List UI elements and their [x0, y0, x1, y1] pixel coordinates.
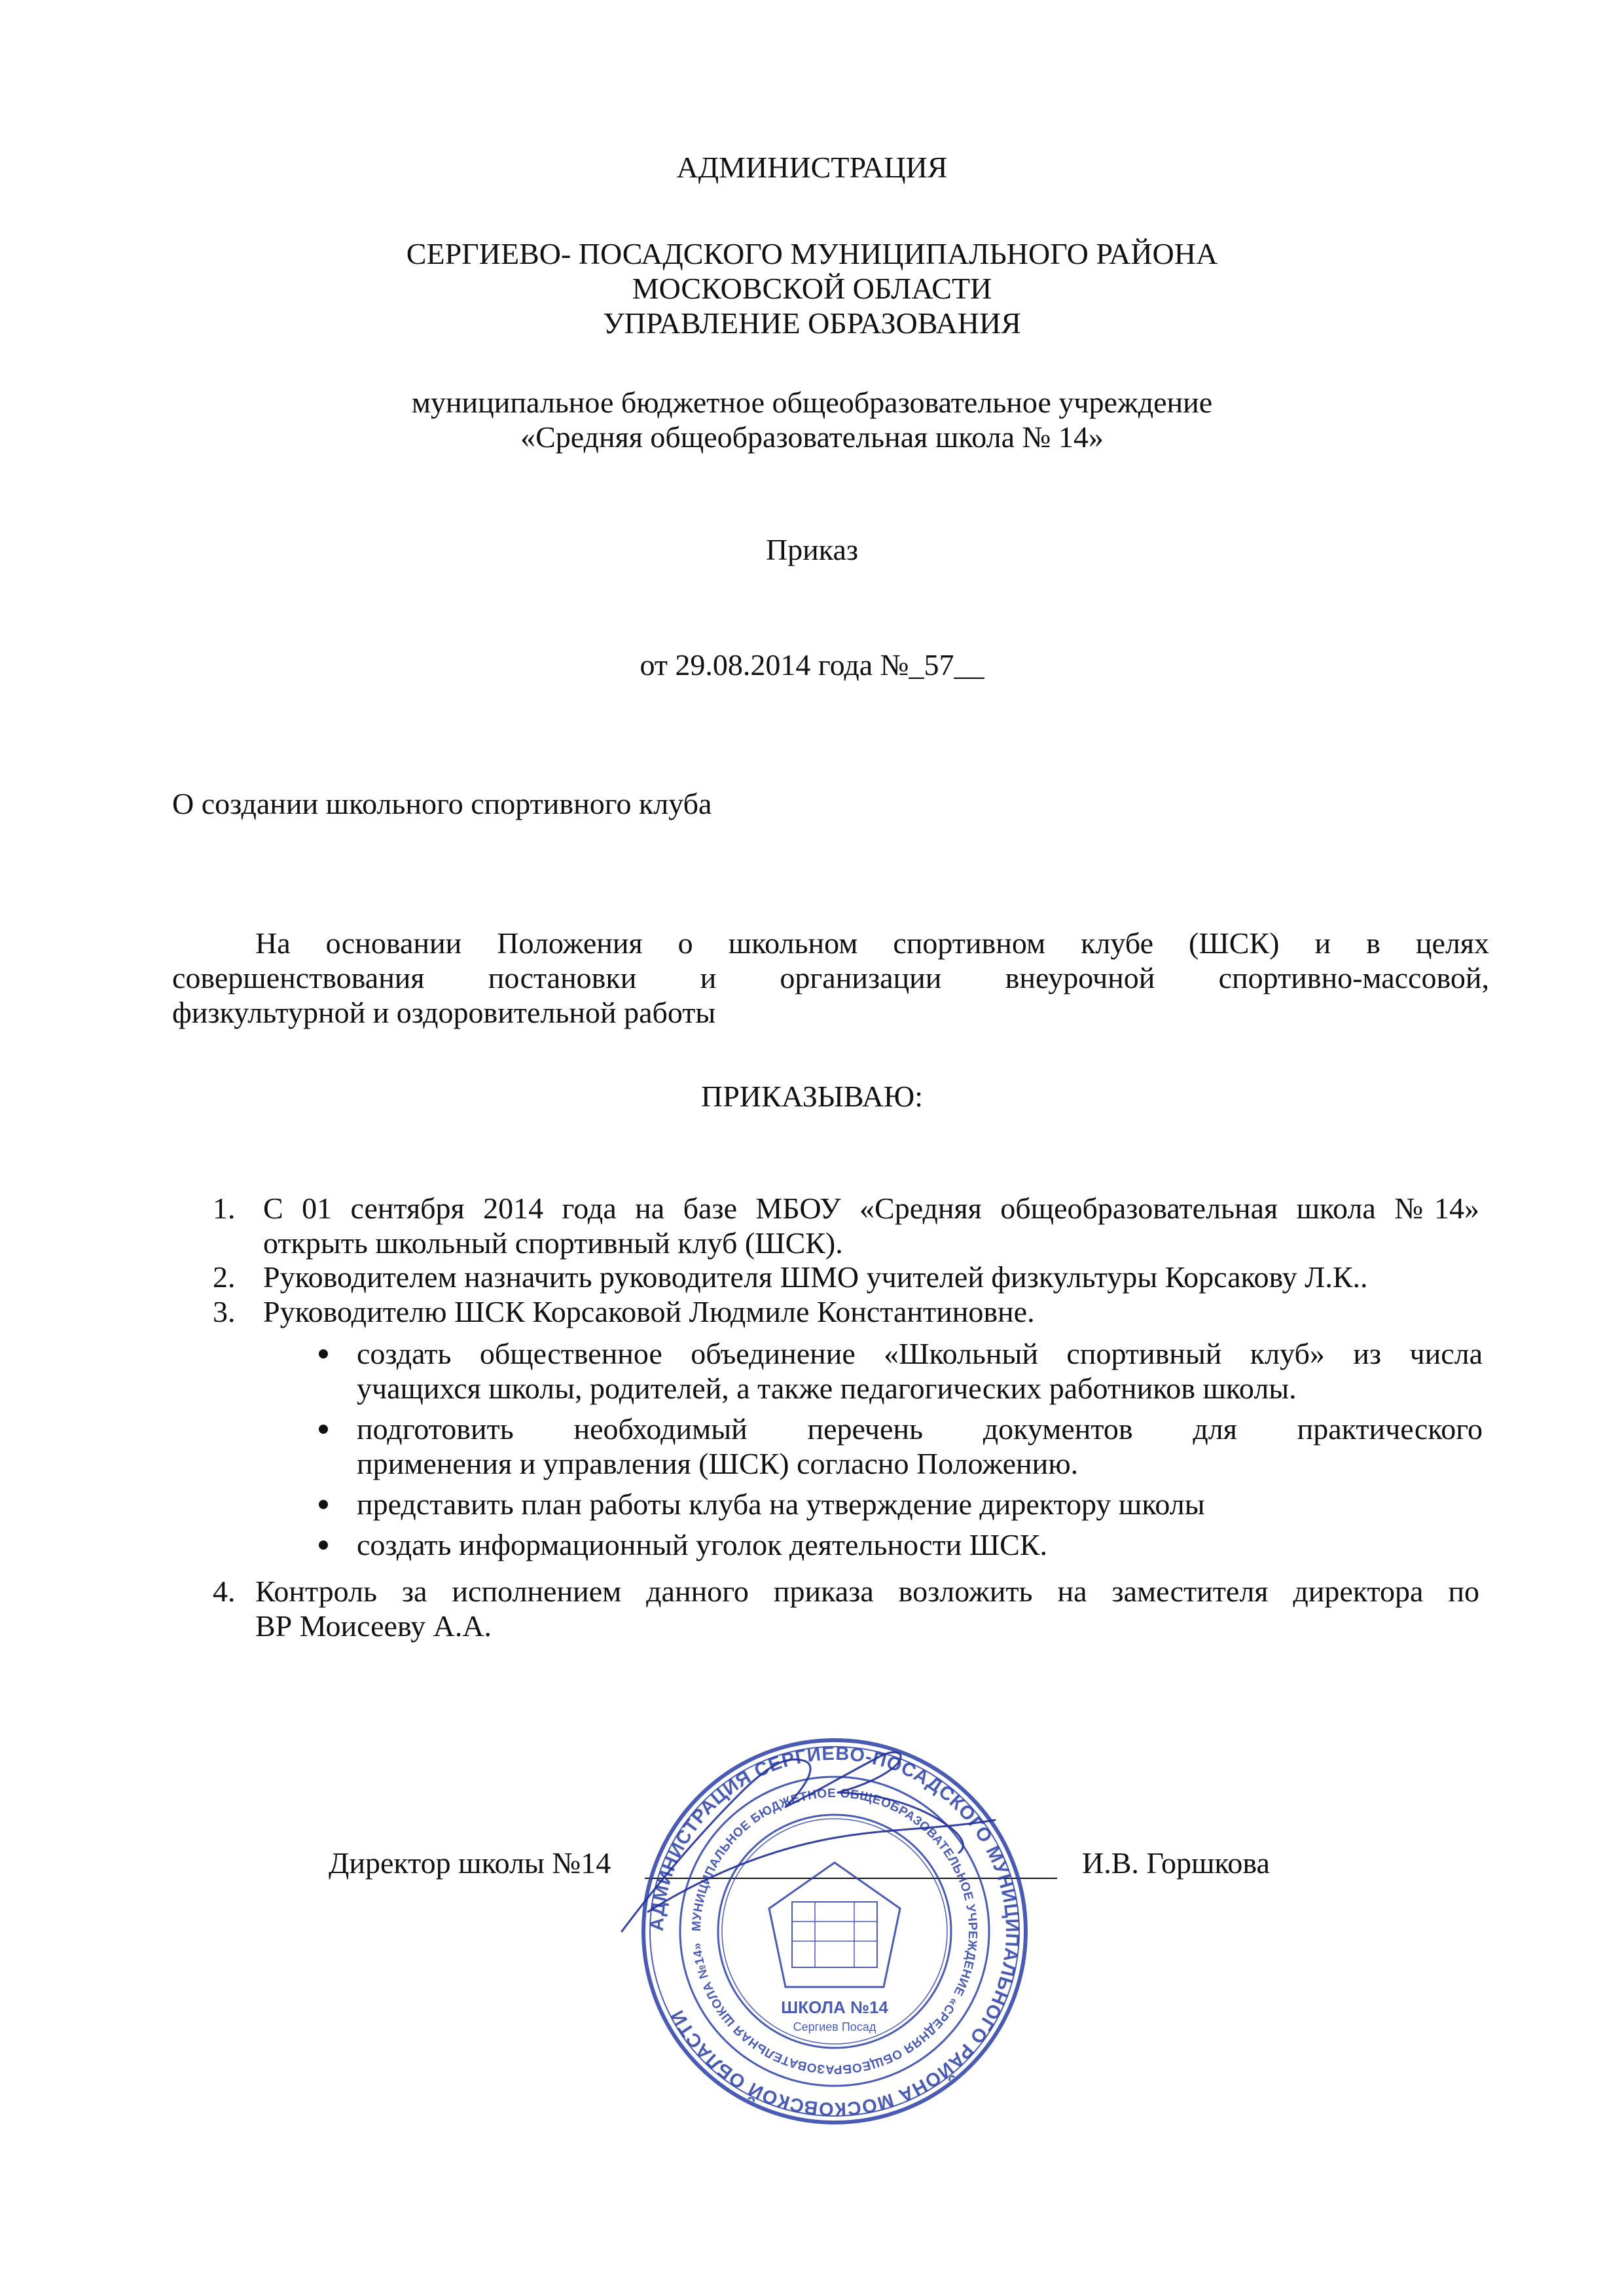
item-1-line-2: открыть школьный спортивный клуб (ШСК). — [263, 1226, 843, 1260]
bullet-1-line-2: учащихся школы, родителей, а также педагогических работников школы. — [357, 1372, 1297, 1405]
seal-outer-text: АДМИНИСТРАЦИЯ СЕРГИЕВО-ПОСАДСКОГО МУНИЦИПАЛЬНОГО РАЙОНА МОСКОВСКОЙ ОБЛАСТИ — [646, 1743, 1023, 2120]
item-2-line-1: Руководителем назначить руководителя ШМО учителей физкультуры Корсакову Л.К.. — [263, 1260, 1368, 1294]
header-region: МОСКОВСКОЙ ОБЛАСТИ — [632, 272, 992, 305]
header-district: СЕРГИЕВО- ПОСАДСКОГО МУНИЦИПАЛЬНОГО РАЙОНА — [406, 237, 1218, 270]
item-number: 3. — [213, 1295, 236, 1328]
preamble-line-3: физкультурной и оздоровительной работы — [172, 996, 716, 1029]
item-number: 1. — [213, 1192, 236, 1225]
header-department: УПРАВЛЕНИЕ ОБРАЗОВАНИЯ — [603, 306, 1021, 340]
bullet-2-line-2: применения и управления (ШСК) согласно Положению. — [357, 1447, 1079, 1480]
item-number: 4. — [213, 1575, 236, 1608]
order-date-number: от 29.08.2014 года №_57__ — [640, 648, 984, 682]
command-heading: ПРИКАЗЫВАЮ: — [700, 1080, 923, 1113]
bullet-3-line-1: представить план работы клуба на утверждение директору школы — [357, 1487, 1205, 1521]
bullet-4-line-1: создать информационный уголок деятельности ШСК. — [357, 1528, 1048, 1561]
signatory-position: Директор школы №14 — [329, 1846, 611, 1880]
institution-type: муниципальное бюджетное общеобразовательное учреждение — [411, 386, 1213, 419]
item-4-line-1: Контроль за исполнением данного приказа возложить на заместителя директора по — [255, 1575, 1479, 1608]
seal-center-text: ШКОЛА №14 — [781, 1997, 888, 2017]
item-3-line-1: Руководителю ШСК Корсаковой Людмиле Константиновне. — [263, 1295, 1035, 1328]
handwritten-signature — [609, 1715, 1015, 1951]
bullet-marker — [319, 1540, 328, 1550]
bullet-marker — [319, 1349, 328, 1358]
seal-city-text: Сергиев Посад — [793, 2020, 876, 2033]
bullet-marker — [319, 1500, 328, 1509]
seal-inner-text: МУНИЦИПАЛЬНОЕ БЮДЖЕТНОЕ ОБЩЕОБРАЗОВАТЕЛЬНОЕ УЧРЕЖДЕНИЕ «СРЕДНЯЯ ОБЩЕОБРАЗОВАТЕЛЬНАЯ ШКОЛА №14» — [689, 1786, 980, 2077]
item-1-line-1: С 01 сентября 2014 года на базе МБОУ «Средняя общеобразовательная школа №14» — [263, 1192, 1479, 1225]
institution-name: «Средняя общеобразовательная школа № 14» — [520, 420, 1104, 454]
order-title: Приказ — [765, 533, 859, 566]
preamble-line-1: На основании Положения о школьном спортивном клубе (ШСК) и в целях — [255, 926, 1489, 960]
bullet-marker — [319, 1425, 328, 1434]
bullet-1-line-1: создать общественное объединение «Школьный спортивный клуб» из числа — [357, 1337, 1483, 1370]
item-number: 2. — [213, 1260, 236, 1294]
bullet-2-line-1: подготовить необходимый перечень документов для практического — [357, 1412, 1483, 1446]
item-4-line-2: ВР Моисееву А.А. — [255, 1609, 492, 1643]
signatory-name: И.В. Горшкова — [1082, 1846, 1270, 1880]
header-administration: АДМИНИСТРАЦИЯ — [676, 151, 948, 184]
preamble-line-2: совершенствования постановки и организации внеурочной спортивно-массовой, — [172, 961, 1489, 994]
order-subject: О создании школьного спортивного клуба — [172, 787, 712, 820]
